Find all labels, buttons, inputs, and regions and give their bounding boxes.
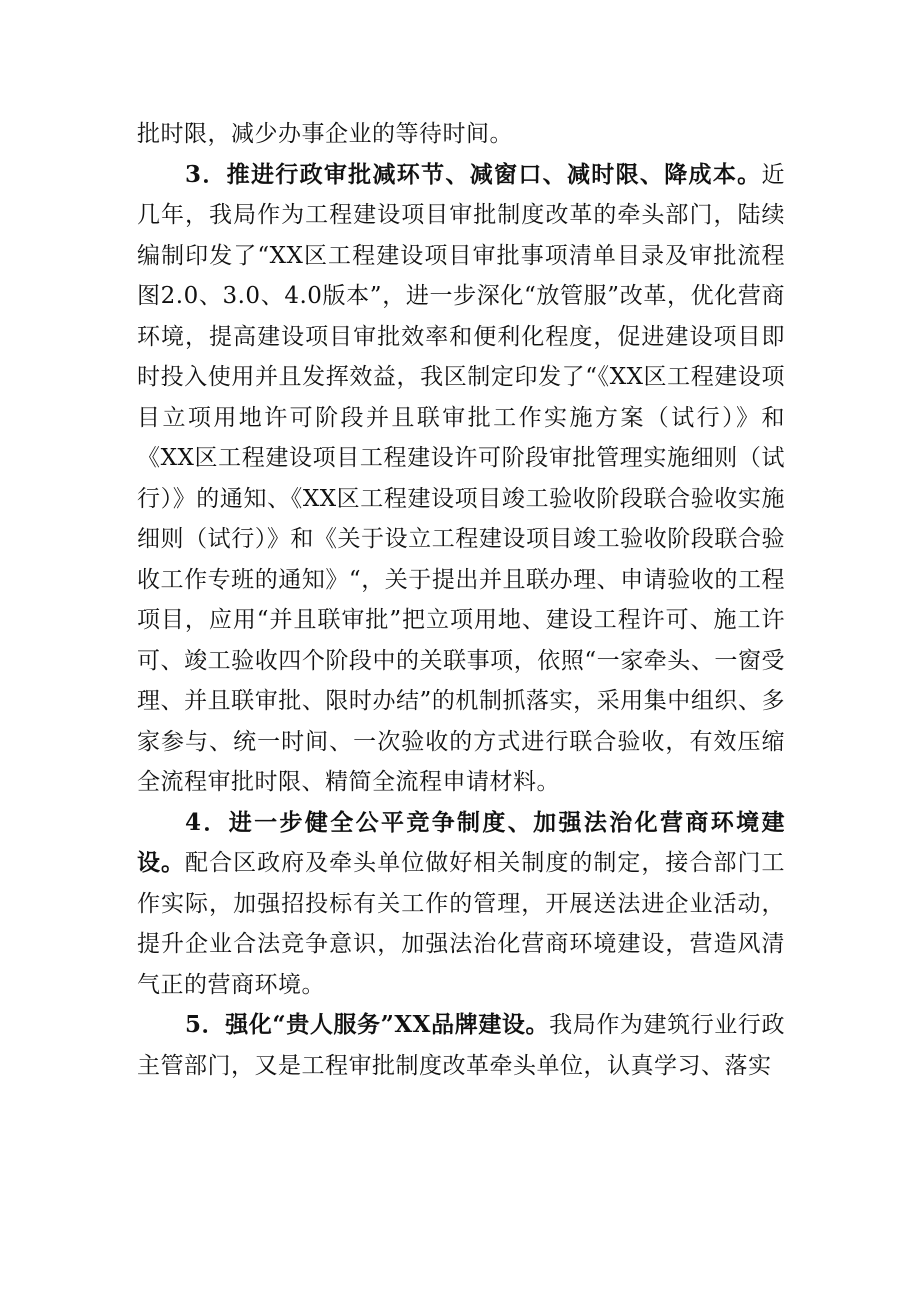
paragraph-text: 批时限，减少办事企业的等待时间。	[137, 121, 513, 147]
paragraph-item-3	[137, 155, 785, 803]
paragraph-text: 配合区政府及牵头单位做好相关制度的制定，接合部门工作实际，加强招投标有关工作的管理，开展送法进企业活动，提升企业合法竞争意识，加强法治化营商环境建设，营造风清气正的营商环境。	[137, 850, 786, 998]
paragraph-text: 我局作为建筑行业行政主管部门，又是工程审批制度改革牵头单位，认真学习、落实	[137, 1012, 786, 1079]
paragraph-item-5	[137, 1005, 785, 1086]
paragraph-heading: 4．进一步健全公平竞争制度、加强法治化营商环境建设。	[137, 808, 785, 876]
paragraph-text: 近几年，我局作为工程建设项目审批制度改革的牵头部门，陆续编制印发了“XX区工程建设项目审批事项清单目录及审批流程图2.0、3.0、4.0版本”，进一步深化“放管服”改革，优化营商环境，提高建设项目审批效率和便利化程度，促进建设项目即时投入使用并且发挥效益，我区制定印发了“《XX区工程建设项目立项用地许可阶段并且联审批工作实施方案（试行）》和《XX区工程建设项目工程建设许可阶段审批管理实施细则（试行）》的通知、《XX区工程建设项目竣工验收阶段联合验收实施细则（试行）》和《关于设立工程建设项目竣工验收阶段联合验收工作专班的通知》“，关于提出并且联办理、申请验收的工程项目，应用“并且联审批”把立项用地、建设工程许可、施工许可、竣工验收四个阶段中的关联事项，依照“一家牵头、一窗受理、并且联审批、限时办结”的机制抓落实，采用集中组织、多家参与、统一时间、一次验收的方式进行联合验收，有效压缩全流程审批时限、精简全流程申请材料。	[137, 161, 785, 795]
paragraph-heading: 3．推进行政审批减环节、减窗口、减时限、降成本。	[185, 160, 762, 188]
document-body	[137, 114, 785, 1086]
paragraph-heading: 5．强化“贵人服务”XX品牌建设。	[185, 1011, 550, 1038]
paragraph-continuation	[137, 114, 785, 155]
paragraph-item-4	[137, 803, 785, 1006]
